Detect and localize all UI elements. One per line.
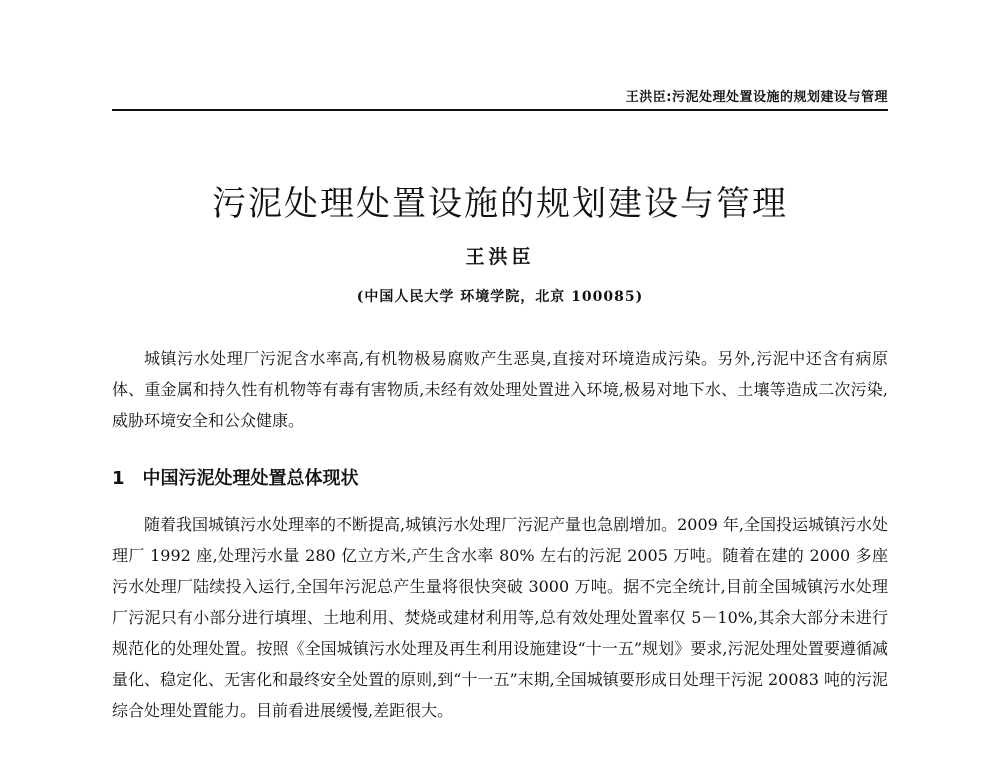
- intro-paragraph: 城镇污水处理厂污泥含水率高,有机物极易腐败产生恶臭,直接对环境造成污染。另外,污泥中还含有病原体、重金属和持久性有机物等有毒有害物质,未经有效处理处置进入环境,极易对地下水、土壤等造成二次污染,威胁环境安全和公众健康。: [112, 349, 888, 430]
- section-number: 1: [112, 468, 125, 489]
- paper-title: 污泥处理处置设施的规划建设与管理: [212, 184, 788, 224]
- author-affiliation: (中国人民大学 环境学院，北京 100085): [356, 289, 644, 305]
- author-name: 王洪臣: [465, 246, 535, 268]
- section-paragraph: 随着我国城镇污水处理率的不断提高,城镇污水处理厂污泥产量也急剧增加。2009 年,全国投运城镇污水处理厂 1992 座,处理污水量 280 亿立方米,产生含水率 80% 左右的污泥 2005 万吨。随着在建的 2000 多座污水处理厂陆续投入运行,全国年污泥总产生量将很快突破 3000 万吨。据不完全统计,目前全国城镇污水处理厂污泥只有小部分进行填埋、土地利用、焚烧或建材利用等,总有效处理处置率仅 5－10%,其余大部分未进行规范化的处理处置。按照《全国城镇污水处理及再生利用设施建设“十一五”规划》要求,污泥处理处置要遵循减量化、稳定化、无害化和最终安全处置的原则,到“十一五”末期,全国城镇要形成日处理干污泥 20083 吨的污泥综合处理处置能力。目前看进展缓慢,差距很大。: [112, 515, 888, 720]
- header-rule: [112, 109, 888, 111]
- running-header: 王洪臣:污泥处理处置设施的规划建设与管理: [625, 90, 888, 105]
- section-title: 中国污泥处理处置总体现状: [142, 468, 359, 489]
- section-heading: [112, 464, 359, 490]
